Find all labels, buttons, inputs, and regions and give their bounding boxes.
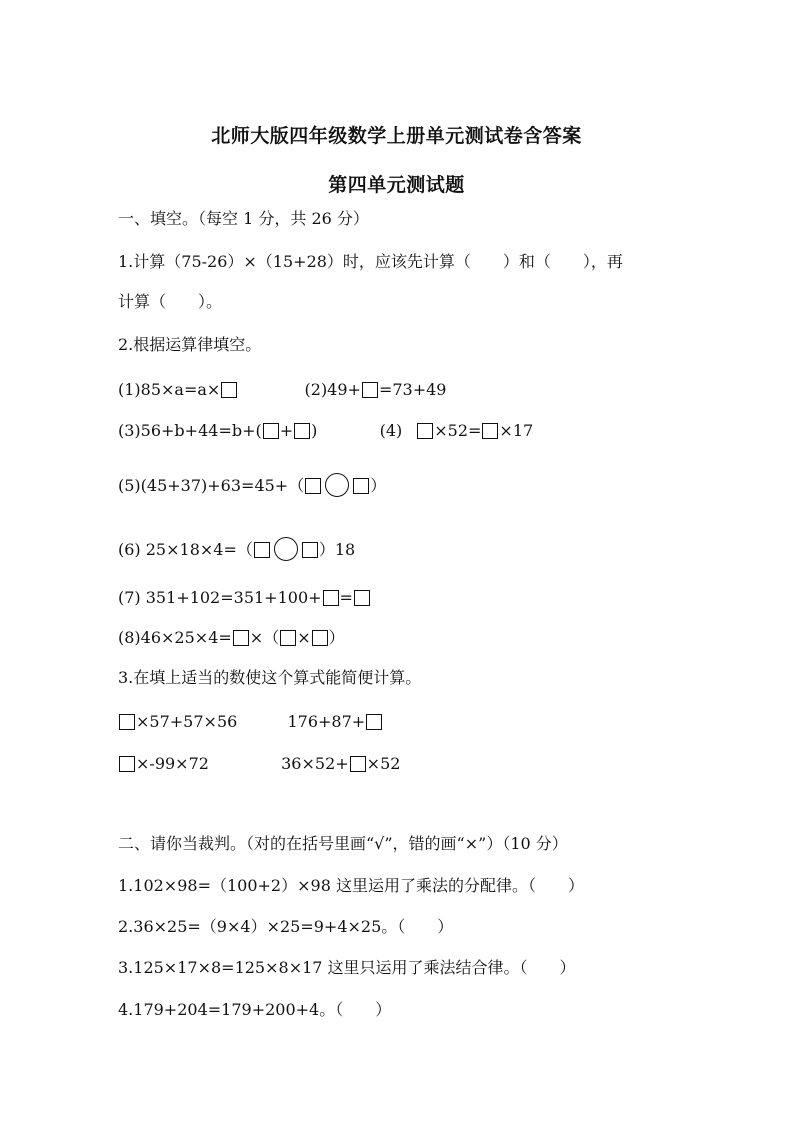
q2-part1: (1)85×a=a× xyxy=(118,380,221,399)
q1-line2: 计算（ ）。 xyxy=(118,292,223,311)
answer-box[interactable] xyxy=(323,590,339,606)
q2-part3-b: + xyxy=(279,421,294,440)
answer-box[interactable] xyxy=(221,382,237,398)
section1-heading: 一、填空。（每空 1 分，共 26 分） xyxy=(118,209,369,228)
q2-part6-b: ）18 xyxy=(318,540,356,559)
answer-box[interactable] xyxy=(263,423,279,439)
q2-row2 xyxy=(118,420,533,442)
judge-item: 3.125×17×8=125×8×17 这里只运用了乘法结合律。（ ） xyxy=(118,958,576,977)
q2-part8-d: ） xyxy=(328,628,345,647)
answer-box[interactable] xyxy=(254,542,270,558)
q2-row1 xyxy=(118,379,446,401)
answer-box[interactable] xyxy=(417,423,433,439)
judge-item: 4.179+204=179+200+4。（ ） xyxy=(118,1000,392,1019)
q2-part8-a: (8)46×25×4= xyxy=(118,628,232,647)
q2-row3 xyxy=(118,473,386,497)
q2-part2-b: =73+49 xyxy=(378,380,447,399)
q3-expr-b: 176+87+ xyxy=(287,712,366,731)
answer-box[interactable] xyxy=(302,542,318,558)
q2-part5-b: ） xyxy=(370,476,387,495)
answer-box[interactable] xyxy=(366,714,382,730)
document-subtitle: 第四单元测试题 xyxy=(328,174,465,196)
answer-box[interactable] xyxy=(305,478,321,494)
answer-box[interactable] xyxy=(350,756,366,772)
q3-expr-d-b: ×52 xyxy=(366,754,401,773)
q2-part8-c: × xyxy=(297,628,311,647)
answer-box[interactable] xyxy=(362,382,378,398)
answer-box[interactable] xyxy=(354,590,370,606)
q2-part4-b: ×52= xyxy=(434,421,482,440)
q3-expr-c: ×-99×72 xyxy=(136,754,209,773)
section2-heading: 二、请你当裁判。（对的在括号里画“√”，错的画“×”）（10 分） xyxy=(118,834,568,853)
q2-part3-c: ) xyxy=(311,421,318,440)
q3-row1 xyxy=(118,711,383,733)
operator-circle[interactable] xyxy=(274,537,298,561)
q2-part3-a: (3)56+b+44=b+( xyxy=(118,421,262,440)
q3-heading: 3.在填上适当的数使这个算式能简便计算。 xyxy=(118,668,422,687)
answer-box[interactable] xyxy=(482,423,498,439)
q2-part4-a: (4) xyxy=(379,421,403,440)
q2-part5-a: (5)(45+37)+63=45+（ xyxy=(118,476,305,495)
judge-item: 1.102×98=（100+2）×98 这里运用了乘法的分配律。（ ） xyxy=(118,876,584,895)
q2-part2-a: (2)49+ xyxy=(304,380,361,399)
judge-item: 2.36×25=（9×4）×25=9+4×25。（ ） xyxy=(118,917,454,936)
operator-circle[interactable] xyxy=(325,473,349,497)
answer-box[interactable] xyxy=(294,423,310,439)
q2-heading: 2.根据运算律填空。 xyxy=(118,335,262,354)
answer-box[interactable] xyxy=(280,630,296,646)
q3-expr-d-a: 36×52+ xyxy=(281,754,349,773)
document-title: 北师大版四年级数学上册单元测试卷含答案 xyxy=(211,125,582,147)
q1-line1: 1.计算（75-26）×（15+28）时，应该先计算（ ）和（ ），再 xyxy=(118,252,623,271)
answer-box[interactable] xyxy=(312,630,328,646)
q2-row5 xyxy=(118,587,371,609)
answer-box[interactable] xyxy=(233,630,249,646)
answer-box[interactable] xyxy=(353,478,369,494)
q2-part8-b: ×（ xyxy=(249,628,280,647)
q2-part6-a: (6) 25×18×4=（ xyxy=(118,540,253,559)
q2-part7-b: = xyxy=(339,588,353,607)
answer-box[interactable] xyxy=(119,756,135,772)
answer-box[interactable] xyxy=(119,714,135,730)
q2-part4-c: ×17 xyxy=(499,421,534,440)
q2-row4 xyxy=(118,537,355,561)
q2-part7-a: (7) 351+102=351+100+ xyxy=(118,588,322,607)
q3-row2 xyxy=(118,753,400,775)
q2-row6 xyxy=(118,627,345,649)
q3-expr-a: ×57+57×56 xyxy=(136,712,238,731)
